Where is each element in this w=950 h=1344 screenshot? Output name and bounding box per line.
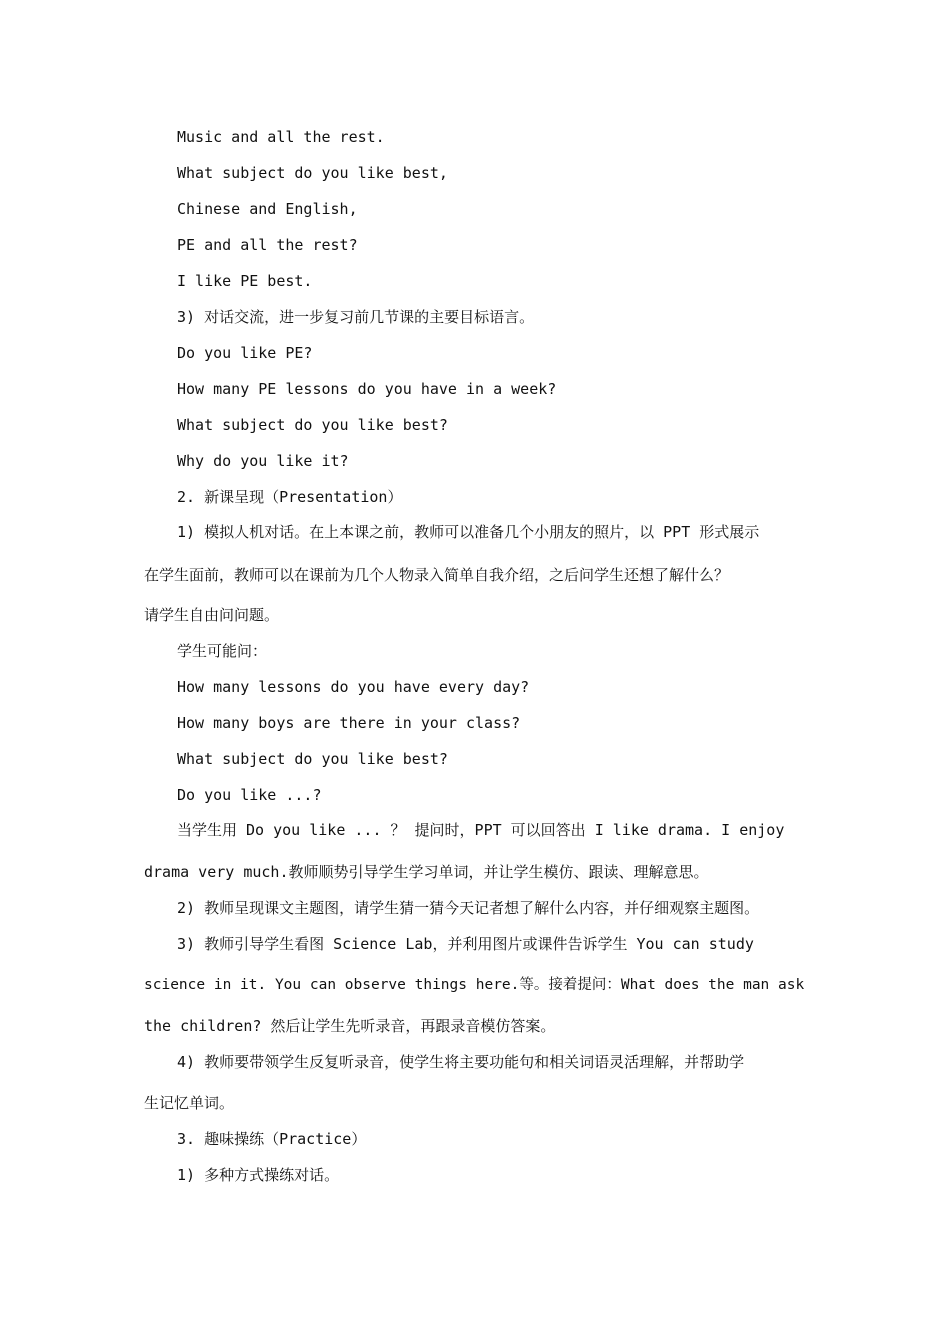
text-line: 1) 多种方式操练对话。 xyxy=(177,1166,340,1184)
text-line: 在学生面前，教师可以在课前为几个人物录入简单自我介绍，之后问学生还想了解什么？ xyxy=(144,566,730,584)
text-line: 请学生自由问问题。 xyxy=(144,606,280,624)
text-line: 3) 教师引导学生看图 Science Lab，并利用图片或课件告诉学生 You can study xyxy=(177,935,754,953)
text-line: PE and all the rest? xyxy=(177,236,358,254)
text-line: Why do you like it? xyxy=(177,452,349,470)
text-line: Chinese and English, xyxy=(177,200,358,218)
text-line: What subject do you like best? xyxy=(177,416,448,434)
text-line: What subject do you like best? xyxy=(177,750,448,768)
text-line: How many lessons do you have every day? xyxy=(177,678,530,696)
text-line: How many PE lessons do you have in a week? xyxy=(177,380,557,398)
text-line: Music and all the rest. xyxy=(177,128,385,146)
text-line: 1) 模拟人机对话。在上本课之前，教师可以准备几个小朋友的照片，以 PPT 形式展示 xyxy=(177,523,760,541)
text-line: drama very much.教师顺势引导学生学习单词，并让学生模仿、跟读、理解意思。 xyxy=(144,863,709,881)
text-line: 当学生用 Do you like ... ？ 提问时，PPT 可以回答出 I like drama. I enjoy xyxy=(177,821,785,839)
text-line: 2) 教师呈现课文主题图，请学生猜一猜今天记者想了解什么内容，并仔细观察主题图。 xyxy=(177,899,760,917)
text-line: I like PE best. xyxy=(177,272,313,290)
text-line: 学生可能问： xyxy=(177,642,268,660)
text-line: What subject do you like best, xyxy=(177,164,448,182)
text-line: the children? 然后让学生先听录音，再跟录音模仿答案。 xyxy=(144,1017,556,1035)
text-line: 生记忆单词。 xyxy=(144,1094,235,1112)
section-heading: 2. 新课呈现（Presentation） xyxy=(177,488,403,506)
text-line: How many boys are there in your class? xyxy=(177,714,521,732)
text-line: Do you like PE? xyxy=(177,344,313,362)
text-line: science in it. You can observe things here.等。接着提问：What does the man ask xyxy=(144,977,805,993)
text-line: 3) 对话交流，进一步复习前几节课的主要目标语言。 xyxy=(177,308,535,326)
text-line: 4) 教师要带领学生反复听录音，使学生将主要功能句和相关词语灵活理解，并帮助学 xyxy=(177,1053,745,1071)
section-heading: 3. 趣味操练（Practice） xyxy=(177,1130,367,1148)
text-line: Do you like ...? xyxy=(177,786,322,804)
